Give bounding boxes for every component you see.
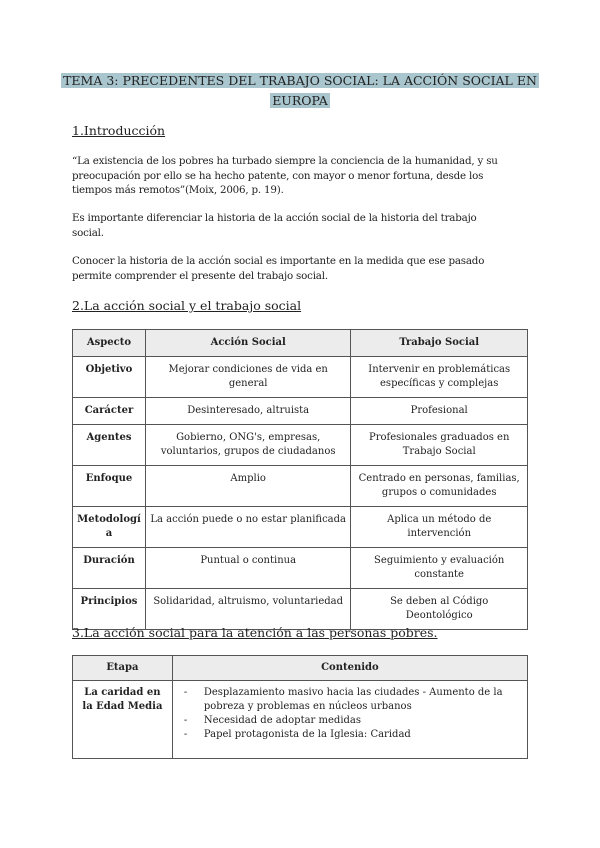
- aspect-cell: Objetivo: [73, 357, 146, 398]
- header-cell: Acción Social: [145, 330, 350, 357]
- comparison-table: [72, 329, 528, 630]
- table-row: [73, 425, 528, 466]
- accion-social-cell: Solidaridad, altruismo, voluntariedad: [145, 589, 350, 630]
- header-cell: Aspecto: [73, 330, 146, 357]
- table-row: [73, 507, 528, 548]
- aspect-cell: Principios: [73, 589, 146, 630]
- aspect-cell: Enfoque: [73, 466, 146, 507]
- accion-social-cell: Mejorar condiciones de vida en general: [145, 357, 350, 398]
- table-row: [73, 548, 528, 589]
- title-block: [60, 70, 540, 110]
- accion-social-cell: Desinteresado, altruista: [145, 398, 350, 425]
- aspect-cell: Duración: [73, 548, 146, 589]
- table-row: [73, 466, 528, 507]
- content-cell: [172, 681, 527, 759]
- intro-paragraph-3: Conocer la historia de la acción social es importante en la medida que ese pasado permite comprender el presente del trabajo social.: [72, 255, 485, 282]
- content-list: [178, 686, 522, 742]
- table-row: [73, 681, 528, 759]
- list-item: - Necesidad de adoptar medidas: [184, 714, 522, 728]
- accion-social-cell: Gobierno, ONG's, empresas, voluntarios, grupos de ciudadanos: [145, 425, 350, 466]
- accion-social-cell: La acción puede o no estar planificada: [145, 507, 350, 548]
- trabajo-social-cell: Se deben al Código Deontológico: [351, 589, 528, 630]
- table-header-row: [73, 330, 528, 357]
- accion-social-cell: Amplio: [145, 466, 350, 507]
- header-cell: Contenido: [172, 656, 527, 681]
- trabajo-social-cell: Seguimiento y evaluación constante: [351, 548, 528, 589]
- header-cell: Trabajo Social: [351, 330, 528, 357]
- stage-cell: La caridad en la Edad Media: [73, 681, 173, 759]
- stages-table: [72, 655, 528, 759]
- intro-quote: “La existencia de los pobres ha turbado siempre la conciencia de la humanidad, y su preocupación por ello se ha hecho patente, con mayor o menor fortuna, desde los tiempos más remotos”(Moix, 2006, p. 19).: [72, 155, 498, 196]
- aspect-cell: Agentes: [73, 425, 146, 466]
- trabajo-social-cell: Profesional: [351, 398, 528, 425]
- accion-social-cell: Puntual o continua: [145, 548, 350, 589]
- trabajo-social-cell: Aplica un método de intervención: [351, 507, 528, 548]
- page-title: TEMA 3: PRECEDENTES DEL TRABAJO SOCIAL: LA ACCIÓN SOCIAL EN EUROPA: [63, 73, 537, 108]
- table-row: [73, 589, 528, 630]
- table-row: [73, 398, 528, 425]
- section-3-heading: 3.La acción social para la atención a las personas pobres.: [72, 625, 438, 640]
- intro-paragraph-2: Es importante diferenciar la historia de la acción social de la historia del trabajo social.: [72, 212, 477, 239]
- section-2-heading: 2.La acción social y el trabajo social: [72, 298, 302, 313]
- section-1-heading: 1.Introducción: [72, 123, 166, 138]
- table-row: [73, 357, 528, 398]
- list-item: - Papel protagonista de la Iglesia: Caridad: [184, 728, 522, 742]
- trabajo-social-cell: Profesionales graduados en Trabajo Social: [351, 425, 528, 466]
- list-item: - Desplazamiento masivo hacia las ciudades - Aumento de la pobreza y problemas en núcleos urbanos: [184, 686, 522, 714]
- table-header-row: [73, 656, 528, 681]
- trabajo-social-cell: Intervenir en problemáticas específicas y complejas: [351, 357, 528, 398]
- trabajo-social-cell: Centrado en personas, familias, grupos o comunidades: [351, 466, 528, 507]
- aspect-cell: Metodología: [73, 507, 146, 548]
- aspect-cell: Carácter: [73, 398, 146, 425]
- header-cell: Etapa: [73, 656, 173, 681]
